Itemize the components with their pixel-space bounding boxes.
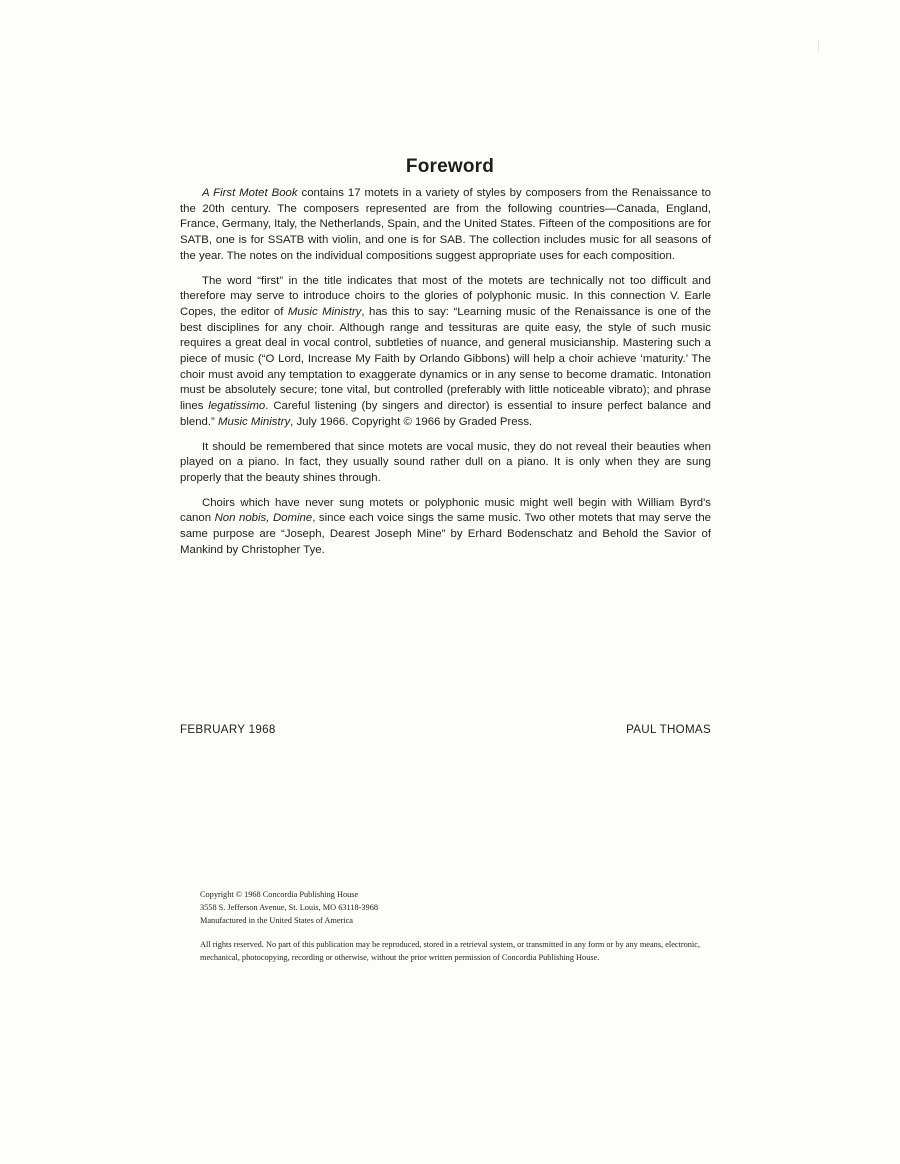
paragraph-text: It should be remembered that since motets are vocal music, they do not reveal their beauties when played on a piano. In fact, they usually sound rather dull on a piano. It is only when they are sung properly that the beauty shines through. — [180, 440, 711, 484]
paragraph-text: , July 1966. Copyright © 1966 by Graded Press. — [290, 415, 533, 428]
paragraph-text: The word “first” in the title indicates that most of the motets are technically not too difficult and therefore may serve to introduce choirs to the glories of polyphonic music. In this connection V. Earle Copes, the editor of — [180, 274, 711, 318]
italic-title-text: Non nobis, Domine — [214, 512, 313, 525]
foreword-body — [180, 186, 711, 567]
scan-mark — [818, 40, 819, 52]
italic-title-text: Music Ministry — [218, 415, 291, 428]
paragraph-text: , since each voice sings the same music. Two other motets that may serve the same purpose are “Joseph, Dearest Joseph Mine” by Erhard Bodenschatz and Behold the Savior of Mankind by Christopher Tye. — [180, 512, 712, 556]
paragraph-text: , has this to say: “Learning music of the Renaissance is one of the best disciplines for any choir. Although range and tessituras are quite easy, the style of such music requires a great deal in vocal control, subtleties of nuance, and general musicianship. Mastering such a piece of music (“O Lord, Increase My Faith by Orlando Gibbons) will help a choir achieve ‘maturity.’ The choir must avoid any temptation to exaggerate dynamics or in any sense to become dramatic. Intonation must be absolutely secure; tone vital, but controlled (preferably with little noticeable vibrato); and phrase lines — [180, 305, 711, 413]
publisher-imprint — [200, 888, 700, 964]
paragraph — [180, 274, 711, 431]
paragraph — [180, 496, 711, 559]
italic-title-text: Music Ministry — [287, 305, 362, 318]
paragraph-text: contains 17 motets in a variety of styles by composers from the Renaissance to the 20th century. The composers represented are from the following countries—Canada, England, France, Germany, Italy, the Netherlands, Spain, and the United States. Fifteen of the compositions are for SATB, one is for SSATB with violin, and one is for SAB. The collection includes music for all seasons of the year. The notes on the individual compositions suggest appropriate uses for each composition. — [180, 187, 712, 262]
copyright-line: Copyright © 1968 Concordia Publishing House — [200, 890, 359, 899]
manufactured-line: Manufactured in the United States of America — [200, 916, 353, 925]
address-line: 3558 S. Jefferson Avenue, St. Louis, MO 63118-3968 — [200, 903, 378, 912]
page-title: Foreword — [405, 156, 495, 177]
italic-title-text: legatissimo — [208, 400, 266, 413]
paragraph — [180, 186, 711, 265]
date: FEBRUARY 1968 — [180, 723, 276, 736]
paragraph-text: . Careful listening (by singers and director) is essential to insure perfect balance and blend.” — [180, 400, 711, 428]
paragraph — [180, 440, 711, 487]
author: PAUL THOMAS — [626, 723, 711, 736]
signoff — [180, 723, 711, 736]
rights-notice: All rights reserved. No part of this publication may be reproduced, stored in a retrieval system, or transmitted in any form or by any means, electronic, mechanical, photocopying, recording or otherwise, without the prior written permission of Concordia Publishing House. — [200, 940, 700, 962]
italic-title-text: A First Motet Book — [202, 187, 298, 199]
paragraph-text: Choirs which have never sung motets or polyphonic music might well begin with William Byrd's canon — [180, 496, 711, 525]
